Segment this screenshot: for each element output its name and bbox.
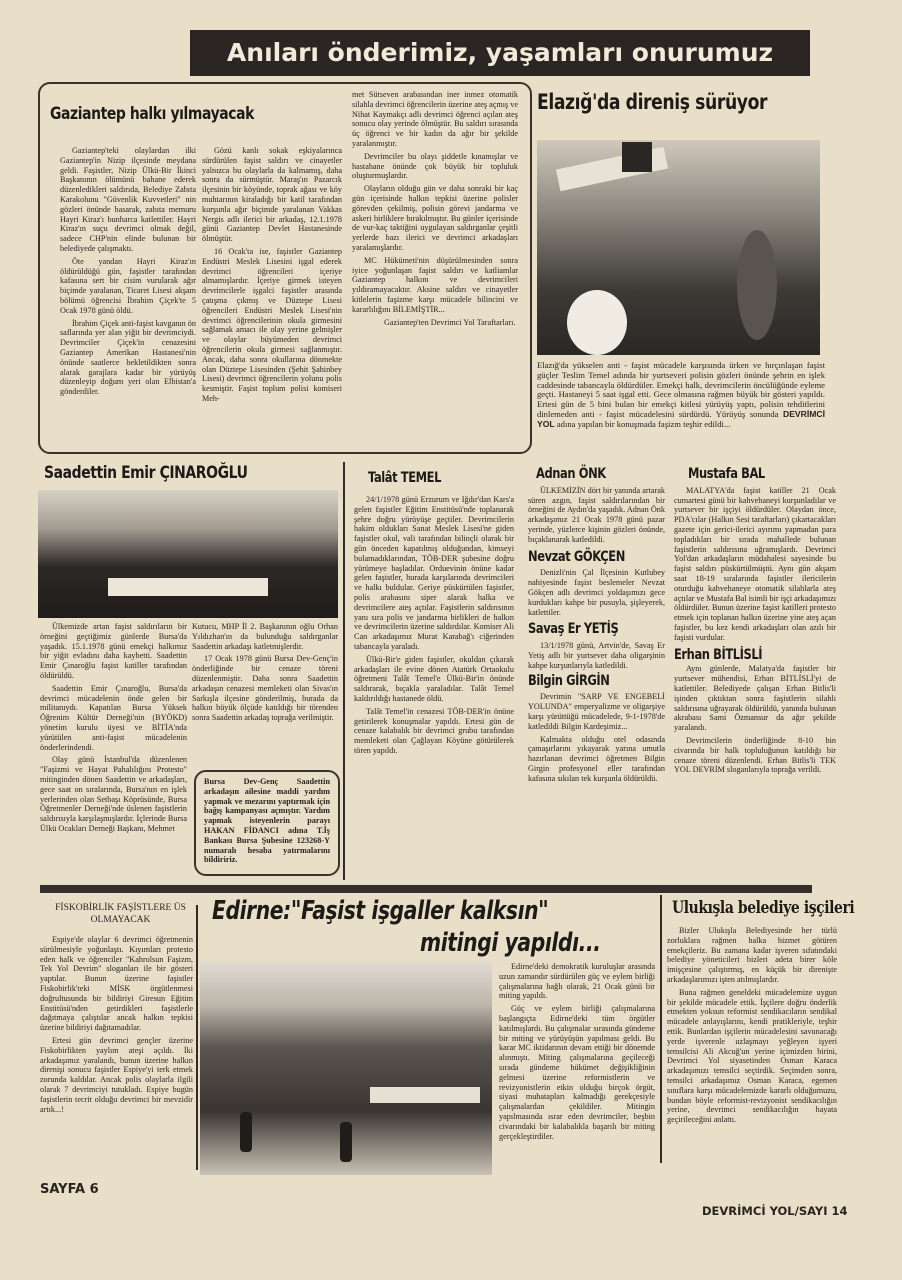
paragraph: 24/1/1978 günü Erzurum ve Iğdır'dan Kars'a gelen faşistler Eğitim Enstitüsü'nde toplanarak şehre doğru yürüyüşe geçtiler. Devrimcilerin hakim oldukları Sanat Meslek Lisesi'ne giden faşistler okul, vali tarafından bilinçli olarak bir gün önceden kapatılmış olduğundan, kimseyi bulamadıklarından, TÖB-DER şubesine doğru yürümeye başladılar. Orduevinin önüne kadar gelen faşistler, burada karşılarında devrimcileri ve halkı buldular. Geriye püskürtülen faşistler, polis arabasını siper alarak halka ve devrimcilere ateş açtılar. Faşistlerin saldırısının yanı sıra polis ve jandarma birlikleri de halkın ve devrimcilerin üzerine saldırdılar. Komiser Ali Can arkadaşımız Murat Karabağ'ı ciğerinden tabancayla yaraladı. xyxy=(354,495,514,651)
elazig-headline: Elazığ'da direniş sürüyor xyxy=(537,90,768,114)
edirne-article xyxy=(499,962,655,1144)
paragraph: Güç ve eylem birliği çalışmalarına başlangıçta Edirne'deki tüm örgütler katılmışlardı. Bu çalışmalar sırasında gündeme bir miting ve yürüyüşün yapılması geldi. Bu karar MC iktidarının devam ettiği bir dönemde alınmıştı. Miting çalışmalarına geçileceği sırada gündeme hükümet değişikliğinin gelmesi üzerine reformistlerin ve revizyonistlerin etkin olduğu birçok örgüt, siyasi muhatapları kalmadığı gerekçesiyle çalışmalardan çekildiler. Mitingin yapılmasında ısrar eden devrimciler, beşbin civarındaki bir kalabalıkla başarılı bir miting gerçekleştirdiler. xyxy=(499,1004,655,1141)
saadettin-headline: Saadettin Emir ÇINAROĞLU xyxy=(44,463,248,483)
paragraph: ÜLKEMİZİN dört bir yanında artarak süren azgın, faşist saldırılarından bir örneğini de Aydın'da yaşadık. Adnan Önk arkadaşımız 21 Ocak 1978 günü pazar yerinde, yüzlerce kişinin gözleri önünde, bıçaklanarak katledildi. xyxy=(528,485,665,544)
gaziantep-col1 xyxy=(60,146,196,400)
issue-footer: DEVRİMCİ YOL/SAYI 14 xyxy=(702,1204,848,1218)
paragraph: 16 Ocak'ta ise, faşistler Gaziantep Endüstri Meslek Lisesini işgal ederek devrimci öğrencileri içeriye almamışlardır. İçeriye girmek isteyen devrimcilerle işgalci faşistler arasında çatışma çıkmış ve Düztepe Lisesi öğrencileri Endüstri Meslek Lisesi'nin devrimci öğrencilerinin okula girmesini sağlamak amacı ile olay yerine gelmişler ve olaylar büyümeden devrimci öğrencilerin okula girmesi sağlanmıştır. Ancak, daha sonra okullarına dönmekte olan Düztepe Lisesinden (Şehit Şahinbey Lisesi) devrimci öğrencilerin yolunu polis kesmiştir. Faşist toplum polisi komiseri Meh- xyxy=(202,246,342,403)
fiskobirlik-article xyxy=(40,935,193,1117)
donation-notice-box: Bursa Dev-Genç Saadettin arkadaşın ailesine maddi yardım yapmak ve mezarını yaptırmak için bağış kampanyası açmıştır. Yardım yapmak isteyenlerin parayı HAKAN FİDANCI adına T.İş Bankası Bursa Şubesine 123268-Y numaralı hesaba yatırmalarını bildiririz. xyxy=(194,770,340,876)
gaziantep-col3 xyxy=(352,90,518,330)
paragraph: Öte yandan Hayri Kiraz'ın öldürüldüğü gün, faşistler tarafından kafasına sert bir cisim vurularak ağır biçimde yaralanan, Ticaret Lisesi akşam bölümü öğrencisi İbrahim Çiçek'te 5 Ocak 1978 günü öldü. xyxy=(60,256,196,315)
paragraph: Kutucu, MHP İl 2. Başkanının oğlu Orhan Yıldızhan'ın da bulunduğu saldırganlar Saadettin arkadaşı katletmişlerdir. xyxy=(192,622,338,651)
column-divider xyxy=(343,462,345,880)
paragraph: Espiye'de olaylar 6 devrimci öğretmenin sürülmesiyle yoğunlaştı. Kıyımları protesto eden halk ve öğrenciler "Kahrolsun Faşizm, Tek Yol Devrim" sloganları ile bir gösteri yaptılar. Bunun üzerine faşistler Fiskobirlik'teki MİSK örgütlenmesi doğrultusunda bir bildiriyi Giresun Eğitim Enstitüsü'nden getirdikleri faşistlerle dağıtmaya çalıştılar ancak halkın tepkisi üzerine bildiriyi dağıtamadılar. xyxy=(40,935,193,1033)
paragraph: Kalmakta olduğu otel odasında çamaşırlarını yıkayarak yarına umutla hazırlanan devrimci öğretmen Bilgin Girgin profesyonel eller tarafından kafasına sıkılan tek kurşunla öldürüldü. xyxy=(528,734,665,783)
talat-headline: Talât TEMEL xyxy=(368,470,442,486)
signature: Gaziantep'ten Devrimci Yol Taraftarları. xyxy=(384,317,516,327)
paragraph: Ülkemizde artan faşist saldırıların bir örneğini geçtiğimiz günlerde Bursa'da yaşadık. 15.1.1978 günü emekçi halkımız bir yiğit evladını daha kaybetti. Saadettin Emir Çınaroğlu faşist katiller tarafından öldürüldü. xyxy=(40,622,187,680)
section-divider xyxy=(40,885,812,893)
edirne-rally-photo xyxy=(200,962,492,1175)
bilgin-headline: Bilgin GİRGİN xyxy=(528,672,610,689)
saadettin-funeral-photo xyxy=(38,490,338,618)
paragraph: Denizli'nin Çal İlçesinin Kutlubey nahiyesinde faşist beslemeler Nevzat Gökçen adlı devrimci yoldaşımızı gece kurdukları kahpe bir pusuyla, şişleyerek, katlettiler. xyxy=(528,568,665,617)
paragraph: Ülkü-Bir'e giden faşistler, okuldan çıkarak arkadaşları ile evine dönen Atatürk Ortaokulu öğretmeni Talât Temel'e Ülkü-Bir'in önünde saldırarak, bıçakla yaraladılar. Talât Temel kaldırıldığı hastanede öldü. xyxy=(354,654,514,703)
ulukisla-headline: Ulukışla belediye işçileri xyxy=(672,898,855,918)
paragraph: MALATYA'da faşist katiller 21 Ocak cumartesi günü bir kahvehaneyi kurşunladılar ve yurtsever bir işçiyi öldürdüler. Olaydan önce, PDA'cılar (Halkın Sesi taraftarları) çıkartacakları gazete için gerici-ilerici ayırımı yapmadan para topladıkları bir sırada mahallede bulunan faşistlerin saldırısına uğramışlardı. Devrimci Yol'dan arkadaşların müdahalesi sayesinde bu faşist saldırı püskürtülmüştü. Aynı gün akşam saat 18-19 sıralarında faşistler ilericilerin oturduğu kahvehaneye otomatik silahlarla ateş açtılar ve Mustafa Bal isimli bir işçi arkadaşımızı öldürdüler. Bunun üzerine faşist katilleri protesto etmek için toplanan halkın üzerine yine ateş açan faşistler, bu kez kendi arkadaşları olan azılı bir faşisti vurdular. xyxy=(674,485,836,642)
paragraph: Devrimciler bu olayı şiddetle kınamışlar ve hastahane önünde çok büyük bir topluluk oluşturmuşlardır. xyxy=(352,151,518,181)
erhan-headline: Erhan BİTLİSLİ xyxy=(674,646,763,663)
page-banner: Anıları önderimiz, yaşamları onurumuz xyxy=(190,30,810,76)
paragraph: Gaziantep'teki olaylardan ilki Gaziantep'in Nizip ilçesinde meydana geldi. Faşistler, Nizip Ülkü-Bir İkinci Başkanının ölümünü bahane ederek düzenledikleri saldırıda, Belediye Zabıta Karakolunu "Güvenlik Kuvvetleri" nin gözleri önünde basarak, zabıta memuru Hayri Kiraz'ı bunharca katlettiler. Hayri Kiraz'ın suçu devrimci olmak değil, sadece CHP'nin elinde bulunan bir belediyede çalışmaktı. xyxy=(60,146,196,253)
paragraph: 13/1/1978 günü, Artvin'de, Savaş Er Yetiş adlı bir yurtsever daha oligarşinin kahpe kurşunlarıyla katledildi. xyxy=(528,641,665,670)
paragraph: met Sütseven arabasından iner inmez otomatik silahla devrimci öğrencilerin üzerine ateş açmış ve Nihat Kaymakçı adlı devrimci öğrenci açılan ateş sonucu olay yerinde ölmüştür. Bu saldırı sırasında üç öğrenci ve bir kadın da ağır bir şekilde yaralanmıştır. xyxy=(352,90,518,148)
malatya-column xyxy=(674,466,836,778)
saadettin-col1 xyxy=(40,622,187,837)
elazig-protest-photo xyxy=(537,140,820,355)
elazig-caption: Elazığ'da yükselen anti - faşist mücadele karşısında ürken ve hırçınlaşan faşist güçler Teslim Temel adında bir yurtseveri polisin gözleri önünde şehrin en işlek caddesinde tabancayla öldürdüler. Emekçi halk, devrimcilerin öncülüğünde eyleme geçti. Hastaneyi 5 saat işgal etti. Gece olmasına rağmen büyük bir gösteri yapıldı. Ertesi gün de 5 bini bulan bir emekçi kitlesi yürüyüş yaptı, polisin tehditlerini dinlemeden anti - faşist mücadelesini sürdürdü. Yürüyüş sonunda DEVRİMCİ YOL adına yapılan bir konuşmada faşizm teşhir edildi... xyxy=(537,360,826,429)
paragraph: Gözü kanlı sokak eşkiyalarınca sürdürülen faşist saldırı ve cinayetler yalnızca bu olaylarla da kalmamış, daha sonra da sürmüştür. Maraş'ın Pazarcık ilçesinin bir köyünde, toprak ağası ve köy muhtarının kiraladığı bir katil tarafından kurşunla ağır biçimde yaralanan Vakkas Nergis adlı ilerici bir arkadaş, 12.1.1978 günü Gaziantep Devlet Hastanesinde ölmüştür. xyxy=(202,146,342,244)
funeral-banner xyxy=(108,578,268,596)
column-divider xyxy=(660,895,662,1163)
paragraph: Edirne'deki demokratik kuruluşlar arasında uzun zamandır sürdürülen güç ve eylem birliği çalışmalarına bağlı olarak, 21 Ocak günü bir miting yapıldı. xyxy=(499,962,655,1001)
nevzat-headline: Nevzat GÖKÇEN xyxy=(528,548,625,565)
paragraph: Buna rağmen geneldeki mücadelemize uygun bir şekilde mücadele ettik. İşçilere doğru önderlik etmekten yoksun reformist sendikacıların sendikal mücadele anlayışlarını, kendi pratikleriyle, teşhir ettik. Bunlardan işçilerin mücadelesini savunacağı yerde işverenle uzlaşmayı yeğleyen işyeri temsilcisi Ali Akcuğ'un yerine içimizden birini, Devrimci Yol siyasetinden Osman Karaca arkadaşımızı temsilci seçtirdik. Seçimden sonra, temsilci arkadaşımız Osman Karaca, egemen sınıflara karşı mücadelemizde kararlı olduğumuzu, bundan böyle reformist-revizyonist sendikacılığın yerine, devrimci sendikacılığın hayata geçirileceğini anlattı. xyxy=(667,987,837,1125)
paragraph: Bizler Ulukışla Belediyesinde her türlü zorluklara rağmen halka hizmet götüren emekçileriz. Bu zamana kadar işveren sıfatındaki belediye yöneticileri bizleri adeta birer köle imişçesine çalıştırmış, en küçük bir direnişte arkadaşlarımızı işten atılmışlardır. xyxy=(667,926,837,984)
gaziantep-col2 xyxy=(202,146,342,407)
paragraph: 17 Ocak 1978 günü Bursa Dev-Genç'in önderliğinde bir cenaze töreni düzenlenmiştir. Daha sonra Saadettin arkadaşın cenazesi memleketi olan Sivas'ın Sarkışla ilçesine gönderilmiş, burada da halkın büyük ölçüde katıldığı bir törenden sonra Saadettin arkadaş toprağa verilmiştir. xyxy=(192,654,338,723)
paragraph: Devrimcilerin önderliğinde 8-10 bin civarında bir halk topluluğunun katıldığı bir cenaze töreni düzenlendi. Erhan Bitlis'li TEK YOL DEVRİM sloganlarıyla toprağa verildi. xyxy=(674,735,836,775)
victims-column xyxy=(528,466,665,787)
page-number: SAYFA 6 xyxy=(40,1182,99,1197)
rally-banner xyxy=(370,1087,480,1103)
paragraph: Talât Temel'in cenazesi TÖB-DER'in önüne getirilerek konuşmalar yapıldı. Ertesi gün de cenaze kalabalık bir devrimci grubu tarafından memleketi olan Çağlayan Köyüne götürülerek tören yapıldı. xyxy=(354,706,514,755)
talat-article xyxy=(354,495,514,759)
paragraph: Saadettin Emir Çınaroğlu, Bursa'da devrimci mücadelenin önde gelen bir militanıydı. Kapatılan Bursa Yüksek Öğrenim Kültür Derneği'nin (BYÖKD) yönetim kurulu üyesi ve BİTİA'nda yürütülen anti-faşist mücadelenin önderlerindendi. xyxy=(40,683,187,752)
paragraph: İbrahim Çiçek anti-faşist kavganın ön saflarında yer alan yiğit bir devrimciydi. Devrimciler Çiçek'in cenazesini Gaziantep Amerikan Hastanesi'nin önünde saatlerce bekletildikten sonra alarak garajlara kadar bir yürüyüş düzenleyip doğum yeri olan Elbistan'a gönderdiler. xyxy=(60,318,196,397)
paragraph: Olayların olduğu gün ve daha sonraki bir kaç gün içerisinde halkın tepkisi üzerine polisler görevden çekilmiş, polisin görevi jandarma ve askeri birliklere bırakılmıştır. Bu günler içerisinde de vur-kaç taktiğini uygulayan saldırganlar çeşitli yerlerde bazı ilerici ve devrimci arkadaşları yaralamışlardır. xyxy=(352,184,518,252)
saadettin-col2 xyxy=(192,622,338,726)
savas-headline: Savaş Er YETİŞ xyxy=(528,621,619,638)
paragraph: Ertesi gün devrimci gençler üzerine Fiskobirlikten yaylım ateşi açıldı. İki arkadaşımız yaralandı, bunun üzerine halkın direnişi sonucu faşistler Espiye'yi terk etmek zorunda kaldılar. Ancak polis olaylarla ilgili olarak 7 devrimciyi tutukladı. Espiye bugün faşistlerin tecrit olduğu devrimci bir mevzidir artık...! xyxy=(40,1035,193,1114)
edirne-headline-line2: mitingi yapıldı... xyxy=(420,928,601,958)
paragraph: Devrimin "SARP VE ENGEBELİ YOLUNDA" emperyalizme ve oligarşiye karşı yürüttüğü mücadelede, 9-1-1978'de katledildi Bilgin Kardeşimiz... xyxy=(528,692,665,731)
ulukisla-article xyxy=(667,926,837,1128)
column-divider xyxy=(196,905,198,1170)
paragraph: MC Hükümeti'nin düşürülmesinden sonra iyice yoğunlaşan faşist saldırı ve katliamlar Gaziantep halkını ve devrimcileri yıldıramayacaktır. Aksine saldırı ve cinayetler kitlelerin faşizme karşı mücadele bilincini ve kararlılığını BİLEMİŞTİR... xyxy=(352,255,518,314)
caption-bold: DEVRİMCİ YOL xyxy=(537,408,826,429)
adnan-headline: Adnan ÖNK xyxy=(536,466,606,482)
star-flag xyxy=(622,142,652,172)
paragraph: Olay günü İstanbul'da düzenlenen "Faşizmi ve Hayat Pahalılığını Protesto" mitinginden dönen Saadettin ve arkadaşları, gece saat on sıralarında, Bursa'nın en işlek yerlerinden olan Setbaşı Köprüsünde, Bursa Öğretmenler Derneği'nde üslenen faşistlerin saldırısıyla karşılaşmışlardır. İçlerinde Bursa Ülkü Ocakları Derneği Başkanı, Mehmet xyxy=(40,755,187,833)
paragraph: Aynı günlerde, Malatya'da faşistler bir yurtsever mühendisi, Erhan BİTLİSLİ'yi de katlettiler. Belediyede çalışan Erhan Bitlis'li işinden çıktıktan sonra faşistlerin silahlı saldırısına uğrayarak öldürüldü, yanında bulunan akrabası Sami Özmansur da ağır şekilde yaralandı. xyxy=(674,664,836,733)
fiskobirlik-headline: FİSKOBİRLİK FAŞİSTLERE ÜS OLMAYACAK xyxy=(55,903,186,925)
edirne-headline-line1: Edirne:"Faşist işgaller kalksın" xyxy=(212,896,549,926)
gaziantep-headline: Gaziantep halkı yılmayacak xyxy=(50,104,254,124)
mustafa-headline: Mustafa BAL xyxy=(688,466,765,482)
